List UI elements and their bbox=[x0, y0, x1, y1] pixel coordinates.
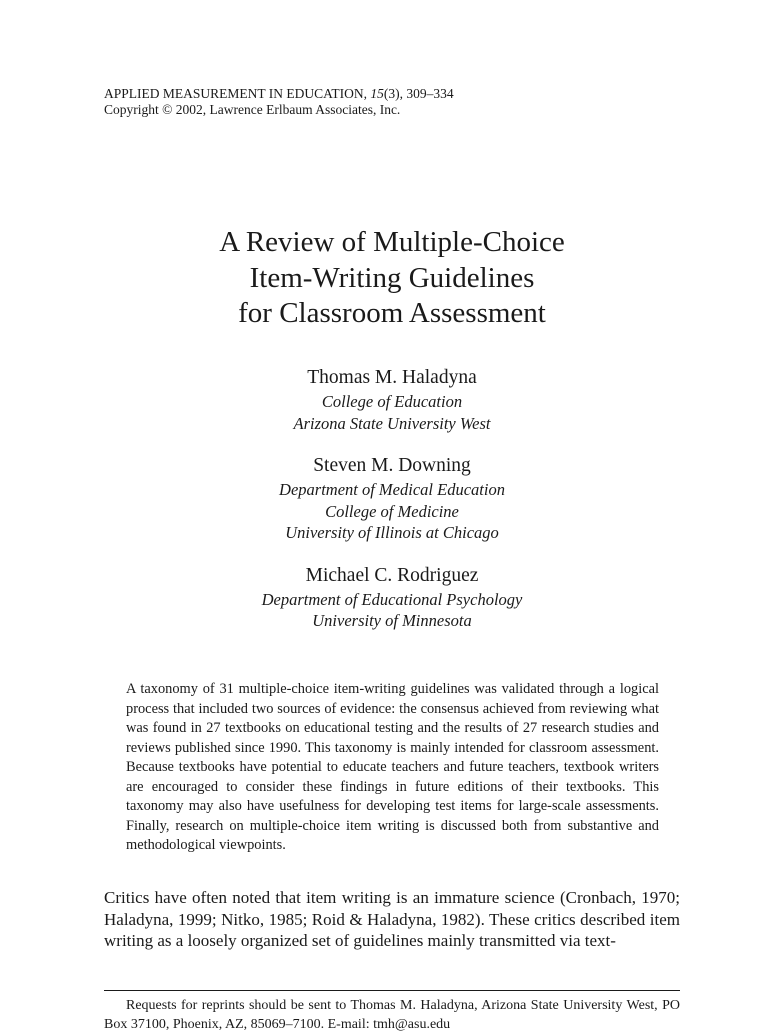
author-affiliation: University of Minnesota bbox=[312, 611, 472, 630]
author-block bbox=[104, 563, 680, 632]
copyright-line: Copyright © 2002, Lawrence Erlbaum Associates, Inc. bbox=[104, 102, 401, 117]
author-affiliation: Department of Medical Education bbox=[279, 480, 505, 499]
journal-header bbox=[104, 86, 704, 118]
title-line: Item-Writing Guidelines bbox=[249, 261, 535, 294]
title-line: for Classroom Assessment bbox=[238, 297, 546, 329]
author-name: Michael C. Rodriguez bbox=[305, 564, 479, 586]
author-name: Steven M. Downing bbox=[313, 455, 471, 476]
author-affiliation: College of Medicine bbox=[325, 501, 459, 521]
author-block bbox=[104, 365, 680, 434]
journal-name: APPLIED MEASUREMENT IN EDUCATION, bbox=[104, 86, 371, 101]
author-name: Thomas M. Haladyna bbox=[307, 367, 477, 388]
journal-issue-pages: (3), 309–334 bbox=[383, 86, 454, 101]
footnote-divider bbox=[104, 990, 680, 991]
body-paragraph: Critics have often noted that item writing is an immature science (Cronbach, 1970; Haladyna, 1999; Nitko, 1985; Roid & Haladyna, 1982). These critics described item writing as a loosely organized set of guidelines mainly transmitted via text- bbox=[104, 888, 680, 950]
author-list bbox=[104, 365, 680, 651]
article-title bbox=[104, 225, 680, 332]
journal-citation bbox=[104, 86, 704, 102]
author-block bbox=[104, 453, 680, 544]
abstract: A taxonomy of 31 multiple-choice item-writing guidelines was validated through a logical process that included two sources of evidence: the consensus achieved from reviewing what was found in 27 textbooks on educational testing and the results of 27 research studies and reviews published since 1990. This taxonomy is mainly intended for classroom assessment. Because textbooks have potential to educate teachers and future teachers, textbook writers are encouraged to consider these findings in future editions of their textbooks. This taxonomy may also have usefulness for developing test items for large-scale assessments. Finally, research on multiple-choice item writing is discussed both from substantive and methodological viewpoints. bbox=[126, 681, 659, 853]
footnote: Requests for reprints should be sent to Thomas M. Haladyna, Arizona State University West, PO Box 37100, Phoenix, AZ, 85069–7100. E-mail: tmh@asu.edu bbox=[104, 998, 680, 1032]
journal-volume: 15 bbox=[370, 86, 384, 101]
author-affiliation: College of Education bbox=[321, 392, 463, 411]
author-affiliation: Arizona State University West bbox=[293, 413, 491, 433]
title-line: A Review of Multiple-Choice bbox=[219, 226, 565, 258]
author-affiliation: Department of Educational Psychology bbox=[261, 589, 523, 609]
author-affiliation: University of Illinois at Chicago bbox=[285, 523, 499, 542]
